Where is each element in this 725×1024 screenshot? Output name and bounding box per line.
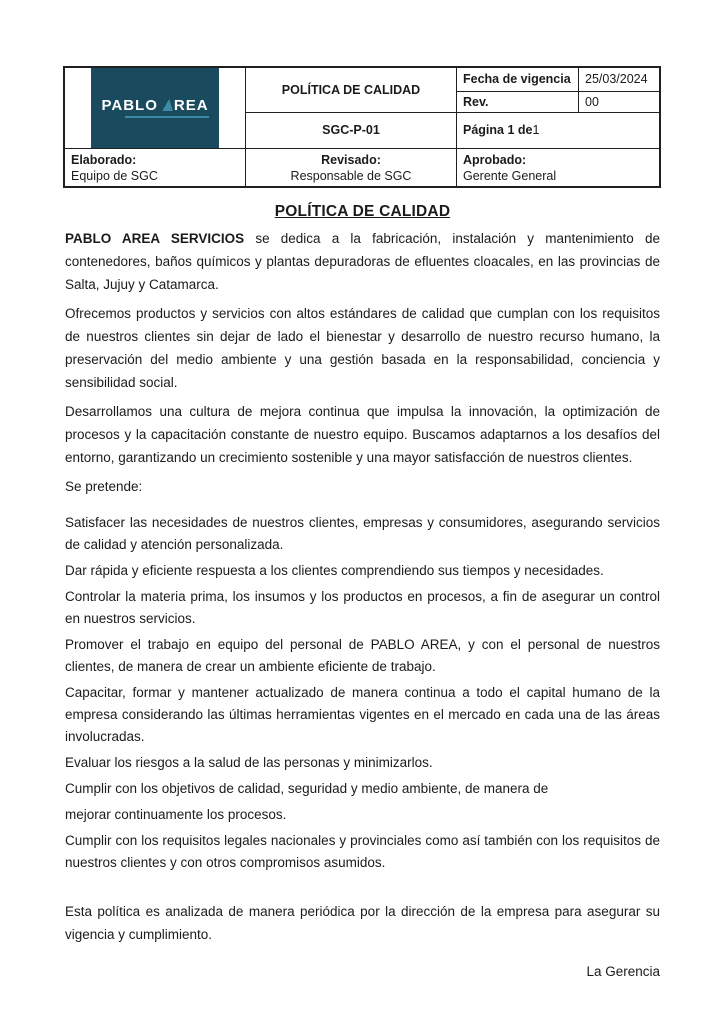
- commitment-item: Cumplir con los objetivos de calidad, seguridad y medio ambiente, de manera de: [65, 781, 549, 796]
- logo-wordmark: [101, 98, 208, 113]
- revisado-label: Revisado:: [321, 152, 381, 167]
- se-pretende-line: Se pretende:: [65, 479, 143, 494]
- commitment-item: Capacitar, formar y mantener actualizado de manera continua a todo el capital humano de la empresa considerando las últimas herramientas vigentes en el mercado en cada una de las áreas involucradas.: [65, 685, 660, 744]
- header-rev-label: Rev.: [457, 92, 579, 113]
- company-logo: [91, 68, 219, 149]
- aprobado-label: Aprobado:: [463, 152, 527, 167]
- header-page-indicator: [457, 113, 659, 149]
- logo-text-right: REA: [173, 97, 209, 114]
- commitment-item: Cumplir con los requisitos legales nacionales y provinciales como así también con los requisitos de nuestros clientes y con otros compromisos asumidos.: [65, 833, 660, 870]
- intro-company-name: PABLO AREA SERVICIOS: [65, 231, 245, 246]
- revisado-value: Responsable de SGC: [290, 168, 412, 183]
- header-fecha-value: 25/03/2024: [579, 68, 659, 92]
- signature-line: La Gerencia: [586, 964, 660, 979]
- logo-text-left: PABLO: [101, 97, 158, 114]
- logo-cell: [65, 68, 246, 149]
- header-doc-title: POLÍTICA DE CALIDAD: [246, 68, 457, 113]
- page-label-bold: Página 1 de: [463, 123, 533, 137]
- paragraph: Desarrollamos una cultura de mejora continua que impulsa la innovación, la optimización de procesos y la capacitación constante de nuestro equipo. Buscamos adaptarnos a los desafíos del entorno, garantizando un crecimiento sostenible y una mayor satisfacción de nuestros clientes.: [65, 404, 660, 465]
- logo-tagline: [125, 116, 209, 118]
- intro-paragraph: [65, 227, 660, 296]
- header-fecha-label: Fecha de vigencia: [457, 68, 579, 92]
- intro-text: se dedica a la fabricación, instalación y mantenimiento de contenedores, baños químicos y plantas depuradoras de efluentes cloacales, en las provincias de Salta, Jujuy y Catamarca.: [65, 231, 660, 292]
- commitment-item: Controlar la materia prima, los insumos y los productos en procesos, a fin de asegurar un control en nuestros servicios.: [65, 589, 660, 626]
- commitment-item: Evaluar los riesgos a la salud de las personas y minimizarlos.: [65, 755, 433, 770]
- document-body: [65, 203, 660, 983]
- commitment-item: Promover el trabajo en equipo del personal de PABLO AREA, y con el personal de nuestros clientes, de manera de crear un ambiente eficiente de trabajo.: [65, 637, 660, 674]
- paragraph: Ofrecemos productos y servicios con altos estándares de calidad que cumplan con los requisitos de nuestros clientes sin dejar de lado el bienestar y desarrollo de nuestro recurso humano, la preservación del medio ambiente y una gestión basada en la responsabilidad, conciencia y sensibilidad social.: [65, 306, 660, 390]
- logo-triangle-icon: [160, 99, 173, 111]
- commitment-item: Dar rápida y eficiente respuesta a los clientes comprendiendo sus tiempos y necesidades.: [65, 563, 604, 578]
- closing-paragraph: Esta política es analizada de manera periódica por la dirección de la empresa para asegurar su vigencia y cumplimiento.: [65, 904, 660, 942]
- page-label-tail: 1: [532, 123, 540, 137]
- commitment-item: Satisfacer las necesidades de nuestros clientes, empresas y consumidores, asegurando servicios de calidad y atención personalizada.: [65, 515, 660, 552]
- elaborado-label: Elaborado:: [71, 152, 137, 167]
- aprobado-value: Gerente General: [463, 168, 557, 183]
- elaborado-value: Equipo de SGC: [71, 168, 158, 183]
- header-revisado-cell: [246, 149, 457, 186]
- header-aprobado-cell: [457, 149, 659, 186]
- header-rev-value: 00: [579, 92, 659, 113]
- page-title: POLÍTICA DE CALIDAD: [274, 203, 451, 220]
- document-header-table: [63, 66, 661, 188]
- commitment-item: mejorar continuamente los procesos.: [65, 807, 287, 822]
- header-elaborado-cell: [65, 149, 246, 186]
- header-doc-code: SGC-P-01: [246, 113, 457, 149]
